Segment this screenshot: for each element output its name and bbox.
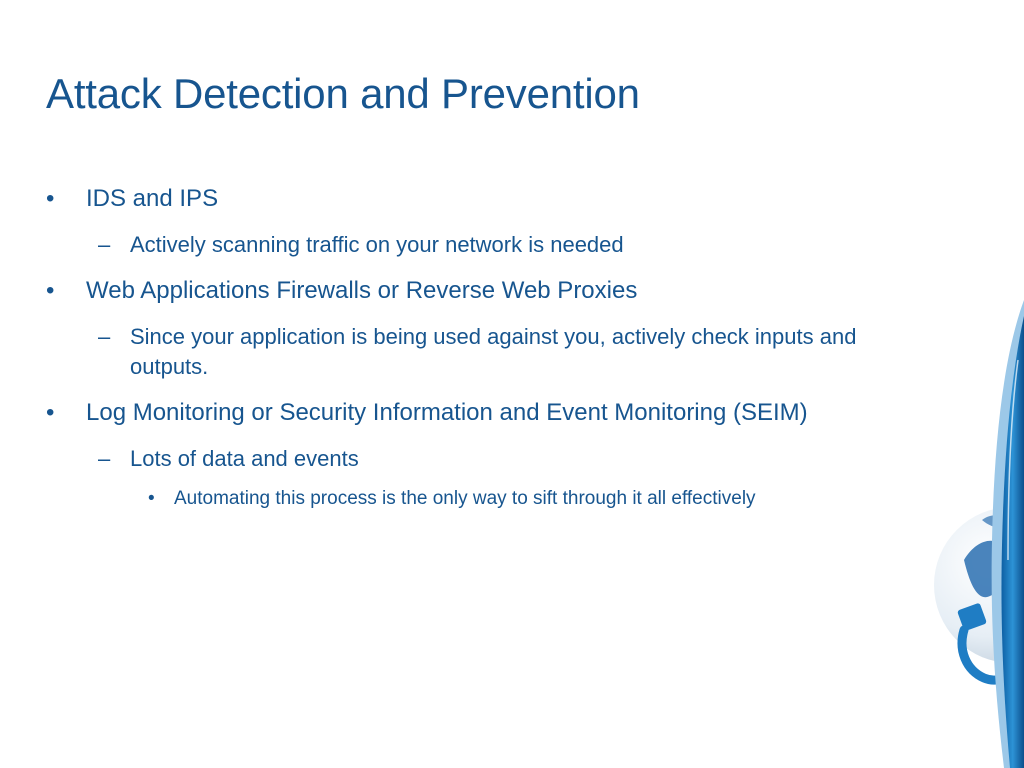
- bullet-dot-icon: •: [148, 488, 155, 509]
- sub-sub-bullet-text: Automating this process is the only way to sift through it all effectively: [174, 488, 756, 509]
- sub-sub-bullet-automating: [46, 486, 946, 512]
- bullet-dot-icon: •: [46, 185, 55, 212]
- globe-network-cable-icon: [894, 0, 1024, 768]
- dash-bullet-icon: –: [98, 232, 111, 257]
- bullet-text: Log Monitoring or Security Information and Event Monitoring (SEIM): [86, 399, 808, 426]
- dash-bullet-icon: –: [98, 324, 111, 349]
- sub-bullet-text: Actively scanning traffic on your network is needed: [130, 232, 624, 257]
- sub-bullet-scanning: [46, 230, 946, 260]
- sub-bullet-text: Since your application is being used against you, actively check inputs and outputs.: [130, 324, 857, 379]
- sub-bullet-text: Lots of data and events: [130, 446, 359, 471]
- bullet-text: Web Applications Firewalls or Reverse Web Proxies: [86, 277, 638, 304]
- bullet-log-monitoring: [46, 398, 946, 428]
- sub-bullet-check-inputs: [46, 322, 946, 382]
- sub-bullet-lots-of-data: [46, 444, 946, 474]
- slide-title: Attack Detection and Prevention: [46, 70, 640, 117]
- bullet-dot-icon: •: [46, 399, 55, 426]
- dash-bullet-icon: –: [98, 446, 111, 471]
- bullet-dot-icon: •: [46, 277, 55, 304]
- bullet-text: IDS and IPS: [86, 185, 219, 212]
- bullet-ids-ips: [46, 184, 946, 214]
- bullet-waf: [46, 276, 946, 306]
- slide-body: [46, 184, 946, 528]
